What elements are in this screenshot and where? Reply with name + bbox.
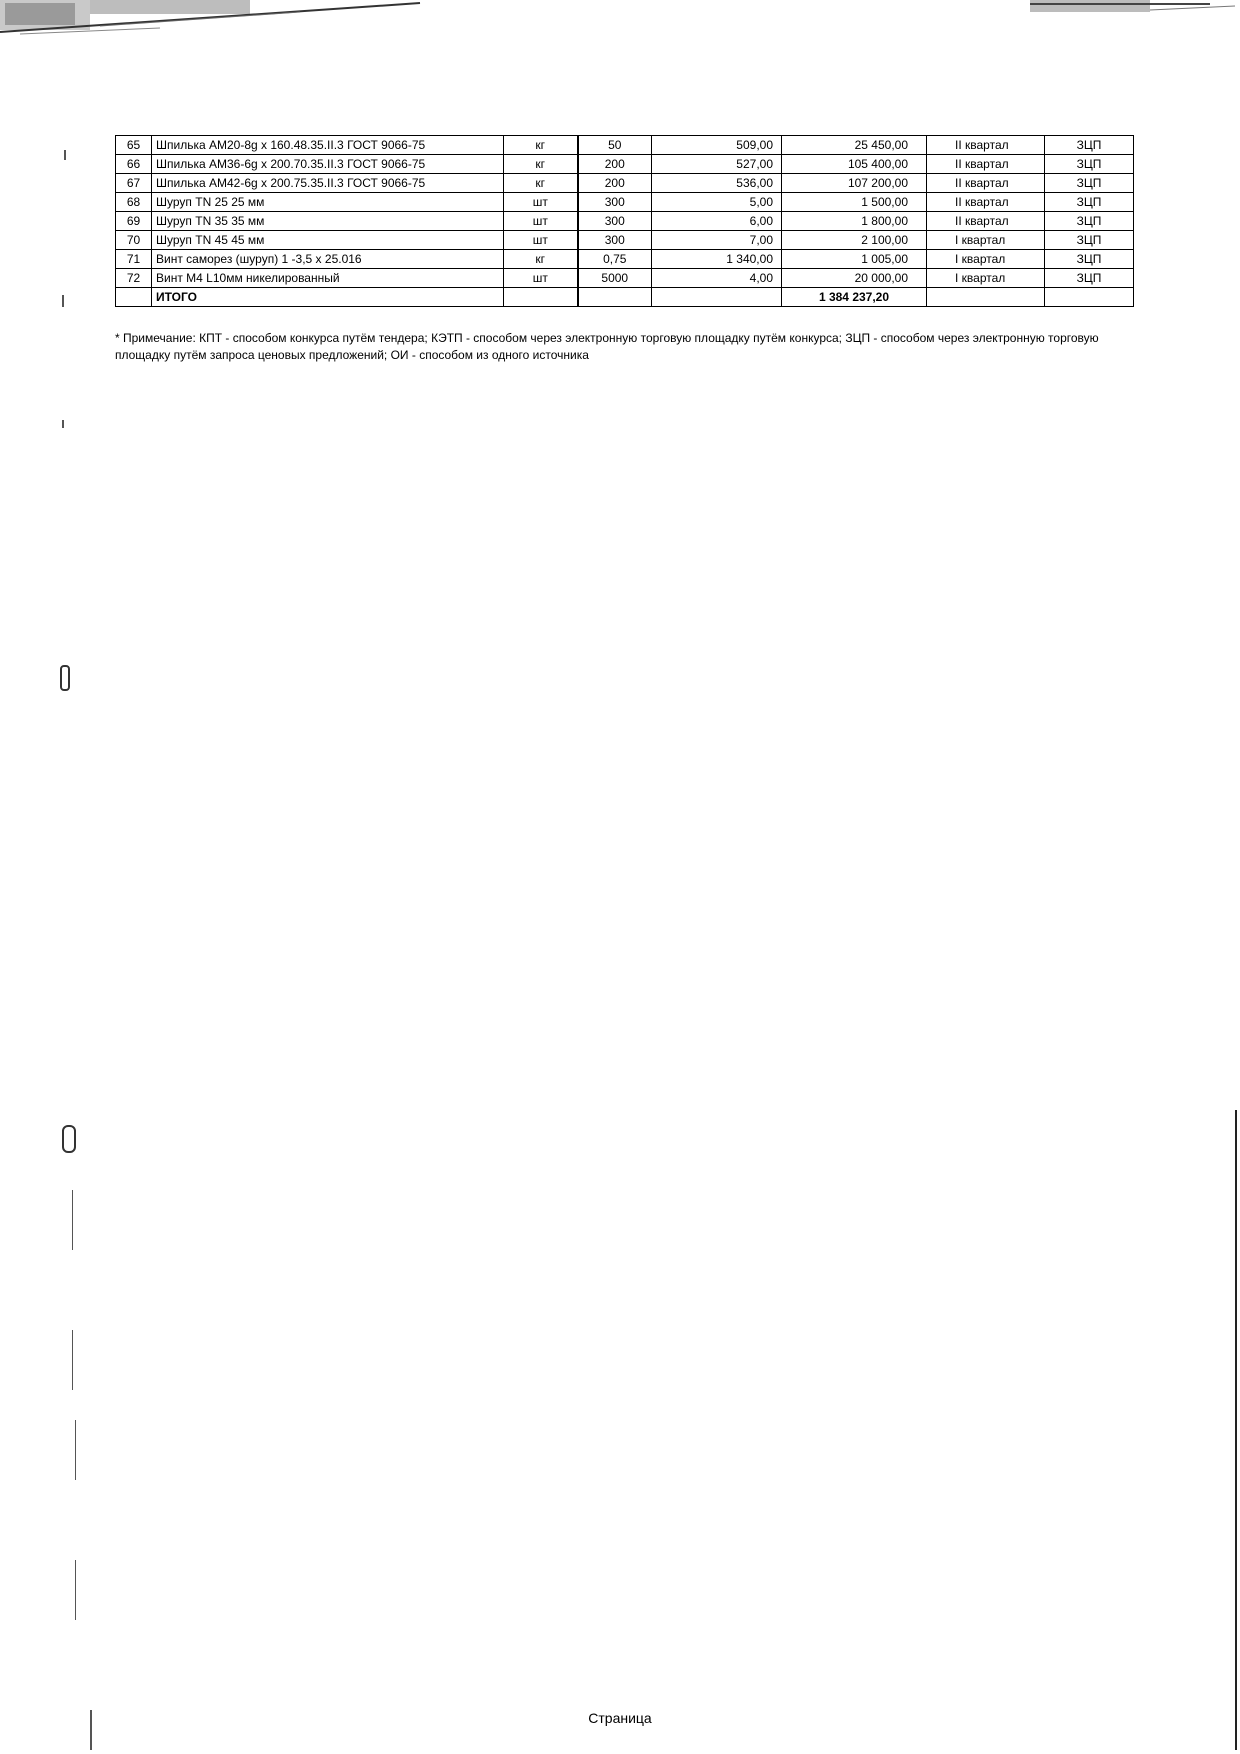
item-unit: кг: [504, 174, 578, 193]
item-sum: 107 200,00: [782, 174, 927, 193]
item-unit: кг: [504, 250, 578, 269]
row-number: 69: [116, 212, 152, 231]
row-number: 67: [116, 174, 152, 193]
item-price: 509,00: [652, 136, 782, 155]
scan-noise-top-right: [1030, 0, 1240, 18]
scan-noise-top-left: [0, 0, 430, 36]
item-name: Шпилька АМ42-6g х 200.75.35.II.3 ГОСТ 9066-75: [152, 174, 504, 193]
row-number: 65: [116, 136, 152, 155]
item-unit: шт: [504, 269, 578, 288]
item-sum: 1 800,00: [782, 212, 927, 231]
item-quarter: II квартал: [927, 174, 1045, 193]
item-quarter: II квартал: [927, 136, 1045, 155]
item-quantity: 5000: [578, 269, 652, 288]
item-name: Шуруп TN 35 35 мм: [152, 212, 504, 231]
item-method: ЗЦП: [1045, 231, 1134, 250]
table-row: [116, 269, 1134, 288]
procurement-table: [115, 135, 1134, 307]
total-num-cell: [116, 288, 152, 307]
item-quantity: 300: [578, 212, 652, 231]
item-name: Шуруп TN 25 25 мм: [152, 193, 504, 212]
item-price: 4,00: [652, 269, 782, 288]
item-unit: кг: [504, 155, 578, 174]
item-price: 7,00: [652, 231, 782, 250]
table-body: [116, 136, 1134, 307]
item-quantity: 0,75: [578, 250, 652, 269]
item-price: 1 340,00: [652, 250, 782, 269]
item-quantity: 300: [578, 231, 652, 250]
item-unit: шт: [504, 193, 578, 212]
total-unit-cell: [504, 288, 578, 307]
total-qty-cell: [578, 288, 652, 307]
table-row: [116, 193, 1134, 212]
item-quarter: I квартал: [927, 269, 1045, 288]
item-method: ЗЦП: [1045, 174, 1134, 193]
row-number: 72: [116, 269, 152, 288]
table-row: [116, 231, 1134, 250]
item-price: 5,00: [652, 193, 782, 212]
item-sum: 105 400,00: [782, 155, 927, 174]
item-method: ЗЦП: [1045, 155, 1134, 174]
item-name: Шпилька АМ20-8g х 160.48.35.II.3 ГОСТ 9066-75: [152, 136, 504, 155]
page-footer: Страница: [588, 1710, 652, 1726]
item-sum: 25 450,00: [782, 136, 927, 155]
item-sum: 2 100,00: [782, 231, 927, 250]
item-quantity: 50: [578, 136, 652, 155]
item-quantity: 200: [578, 155, 652, 174]
item-quarter: II квартал: [927, 212, 1045, 231]
item-unit: шт: [504, 212, 578, 231]
scan-edge-line: [1235, 1110, 1237, 1750]
item-sum: 1 005,00: [782, 250, 927, 269]
total-row: [116, 288, 1134, 307]
item-price: 527,00: [652, 155, 782, 174]
total-method-cell: [1045, 288, 1134, 307]
item-name: Шуруп TN 45 45 мм: [152, 231, 504, 250]
item-quantity: 300: [578, 193, 652, 212]
item-quarter: I квартал: [927, 231, 1045, 250]
item-price: 6,00: [652, 212, 782, 231]
total-quarter-cell: [927, 288, 1045, 307]
table-row: [116, 174, 1134, 193]
item-name: Шпилька АМ36-6g х 200.70.35.II.3 ГОСТ 9066-75: [152, 155, 504, 174]
row-number: 70: [116, 231, 152, 250]
scan-margin-marks: [50, 130, 110, 1750]
item-unit: кг: [504, 136, 578, 155]
table-row: [116, 212, 1134, 231]
item-price: 536,00: [652, 174, 782, 193]
item-name: Винт М4 L10мм никелированный: [152, 269, 504, 288]
item-method: ЗЦП: [1045, 250, 1134, 269]
item-quantity: 200: [578, 174, 652, 193]
table-row: [116, 155, 1134, 174]
table-row: [116, 250, 1134, 269]
item-name: Винт саморез (шуруп) 1 -3,5 х 25.016: [152, 250, 504, 269]
total-label: ИТОГО: [152, 288, 504, 307]
item-unit: шт: [504, 231, 578, 250]
item-method: ЗЦП: [1045, 193, 1134, 212]
item-quarter: I квартал: [927, 250, 1045, 269]
row-number: 68: [116, 193, 152, 212]
item-quarter: II квартал: [927, 193, 1045, 212]
table-row: [116, 136, 1134, 155]
row-number: 66: [116, 155, 152, 174]
item-method: ЗЦП: [1045, 136, 1134, 155]
item-sum: 1 500,00: [782, 193, 927, 212]
footnote: * Примечание: КПТ - способом конкурса путём тендера; КЭТП - способом через электронную торговую площадку путём конкурса; ЗЦП - способом через электронную торговую площадку путём запроса ценовых предложений; ОИ - способом из одного источника: [115, 331, 1099, 362]
total-price-cell: [652, 288, 782, 307]
row-number: 71: [116, 250, 152, 269]
item-method: ЗЦП: [1045, 212, 1134, 231]
total-sum: 1 384 237,20: [782, 288, 927, 307]
item-method: ЗЦП: [1045, 269, 1134, 288]
item-quarter: II квартал: [927, 155, 1045, 174]
item-sum: 20 000,00: [782, 269, 927, 288]
